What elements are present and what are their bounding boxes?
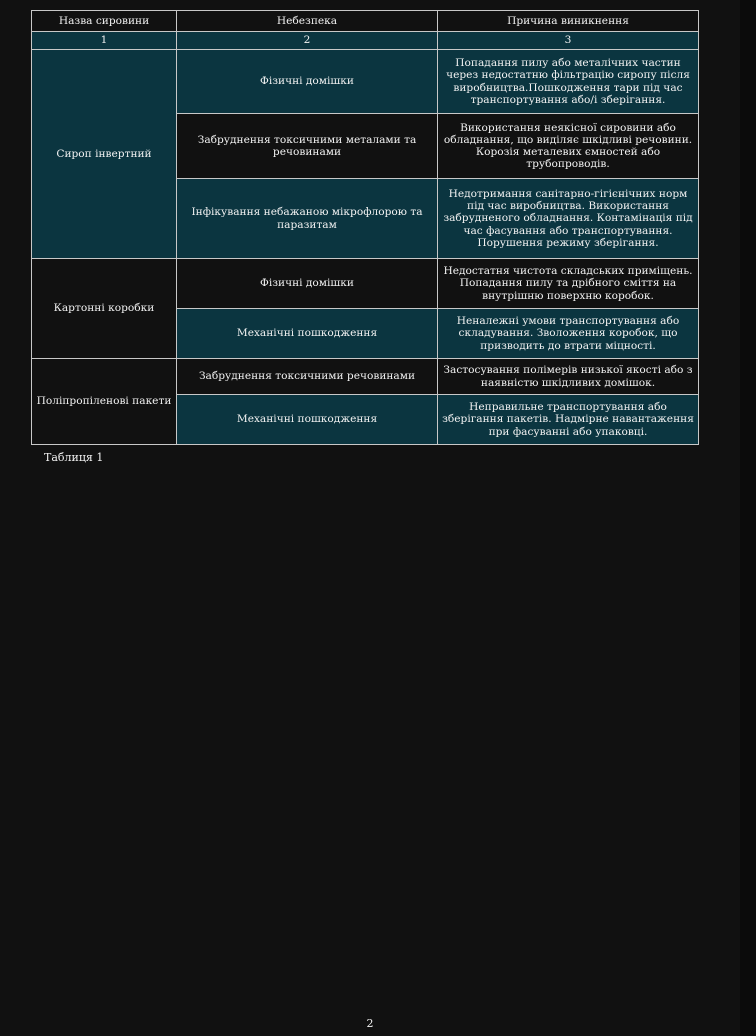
cause-cell: Недостатня чистота складських приміщень. Попадання пилу та дрібного сміття на внутрішню поверхню коробок. bbox=[438, 259, 699, 309]
hazard-cell: Фізичні домішки bbox=[177, 50, 438, 114]
table-caption: Таблиця 1 bbox=[44, 451, 104, 464]
hazard-cell: Фізичні домішки bbox=[177, 259, 438, 309]
material-cell: Поліпропіленові пакети bbox=[32, 359, 177, 445]
cause-cell: Застосування полімерів низької якості або з наявністю шкідливих домішок. bbox=[438, 359, 699, 395]
cause-cell: Попадання пилу або металічних частин через недостатню фільтрацію сиропу після виробництва.Пошкодження тари під час транспортування або/і зберігання. bbox=[438, 50, 699, 114]
column-number: 3 bbox=[438, 32, 699, 50]
table-number-row bbox=[32, 32, 699, 50]
hazard-cell: Забруднення токсичними речовинами bbox=[177, 359, 438, 395]
hazard-cell: Механічні пошкодження bbox=[177, 309, 438, 359]
header-material: Назва сировини bbox=[32, 11, 177, 32]
cause-cell: Недотримання санітарно-гігієнічних норм під час виробництва. Використання забрудненого обладнання. Контамінація під час фасування або транспортування. Порушення режиму зберігання. bbox=[438, 179, 699, 259]
hazard-cell: Механічні пошкодження bbox=[177, 395, 438, 445]
material-cell: Сироп інвертний bbox=[32, 50, 177, 259]
table-row bbox=[32, 359, 699, 395]
table-header-row bbox=[32, 11, 699, 32]
hazard-cell: Інфікування небажаною мікрофлорою та паразитам bbox=[177, 179, 438, 259]
header-cause: Причина виникнення bbox=[438, 11, 699, 32]
table-row bbox=[32, 259, 699, 309]
cause-cell: Використання неякісної сировини або обладнання, що виділяє шкідливі речовини. Корозія металевих ємностей або трубопроводів. bbox=[438, 114, 699, 179]
page-number: 2 bbox=[366, 1017, 374, 1030]
cause-cell: Неправильне транспортування або зберігання пакетів. Надмірне навантаження при фасуванні або упаковці. bbox=[438, 395, 699, 445]
column-number: 1 bbox=[32, 32, 177, 50]
hazard-table bbox=[31, 10, 699, 445]
table-row bbox=[32, 50, 699, 114]
cause-cell: Неналежні умови транспортування або складування. Зволоження коробок, що призводить до втрати міцності. bbox=[438, 309, 699, 359]
header-hazard: Небезпека bbox=[177, 11, 438, 32]
material-cell: Картонні коробки bbox=[32, 259, 177, 359]
hazard-cell: Забруднення токсичними металами та речовинами bbox=[177, 114, 438, 179]
column-number: 2 bbox=[177, 32, 438, 50]
